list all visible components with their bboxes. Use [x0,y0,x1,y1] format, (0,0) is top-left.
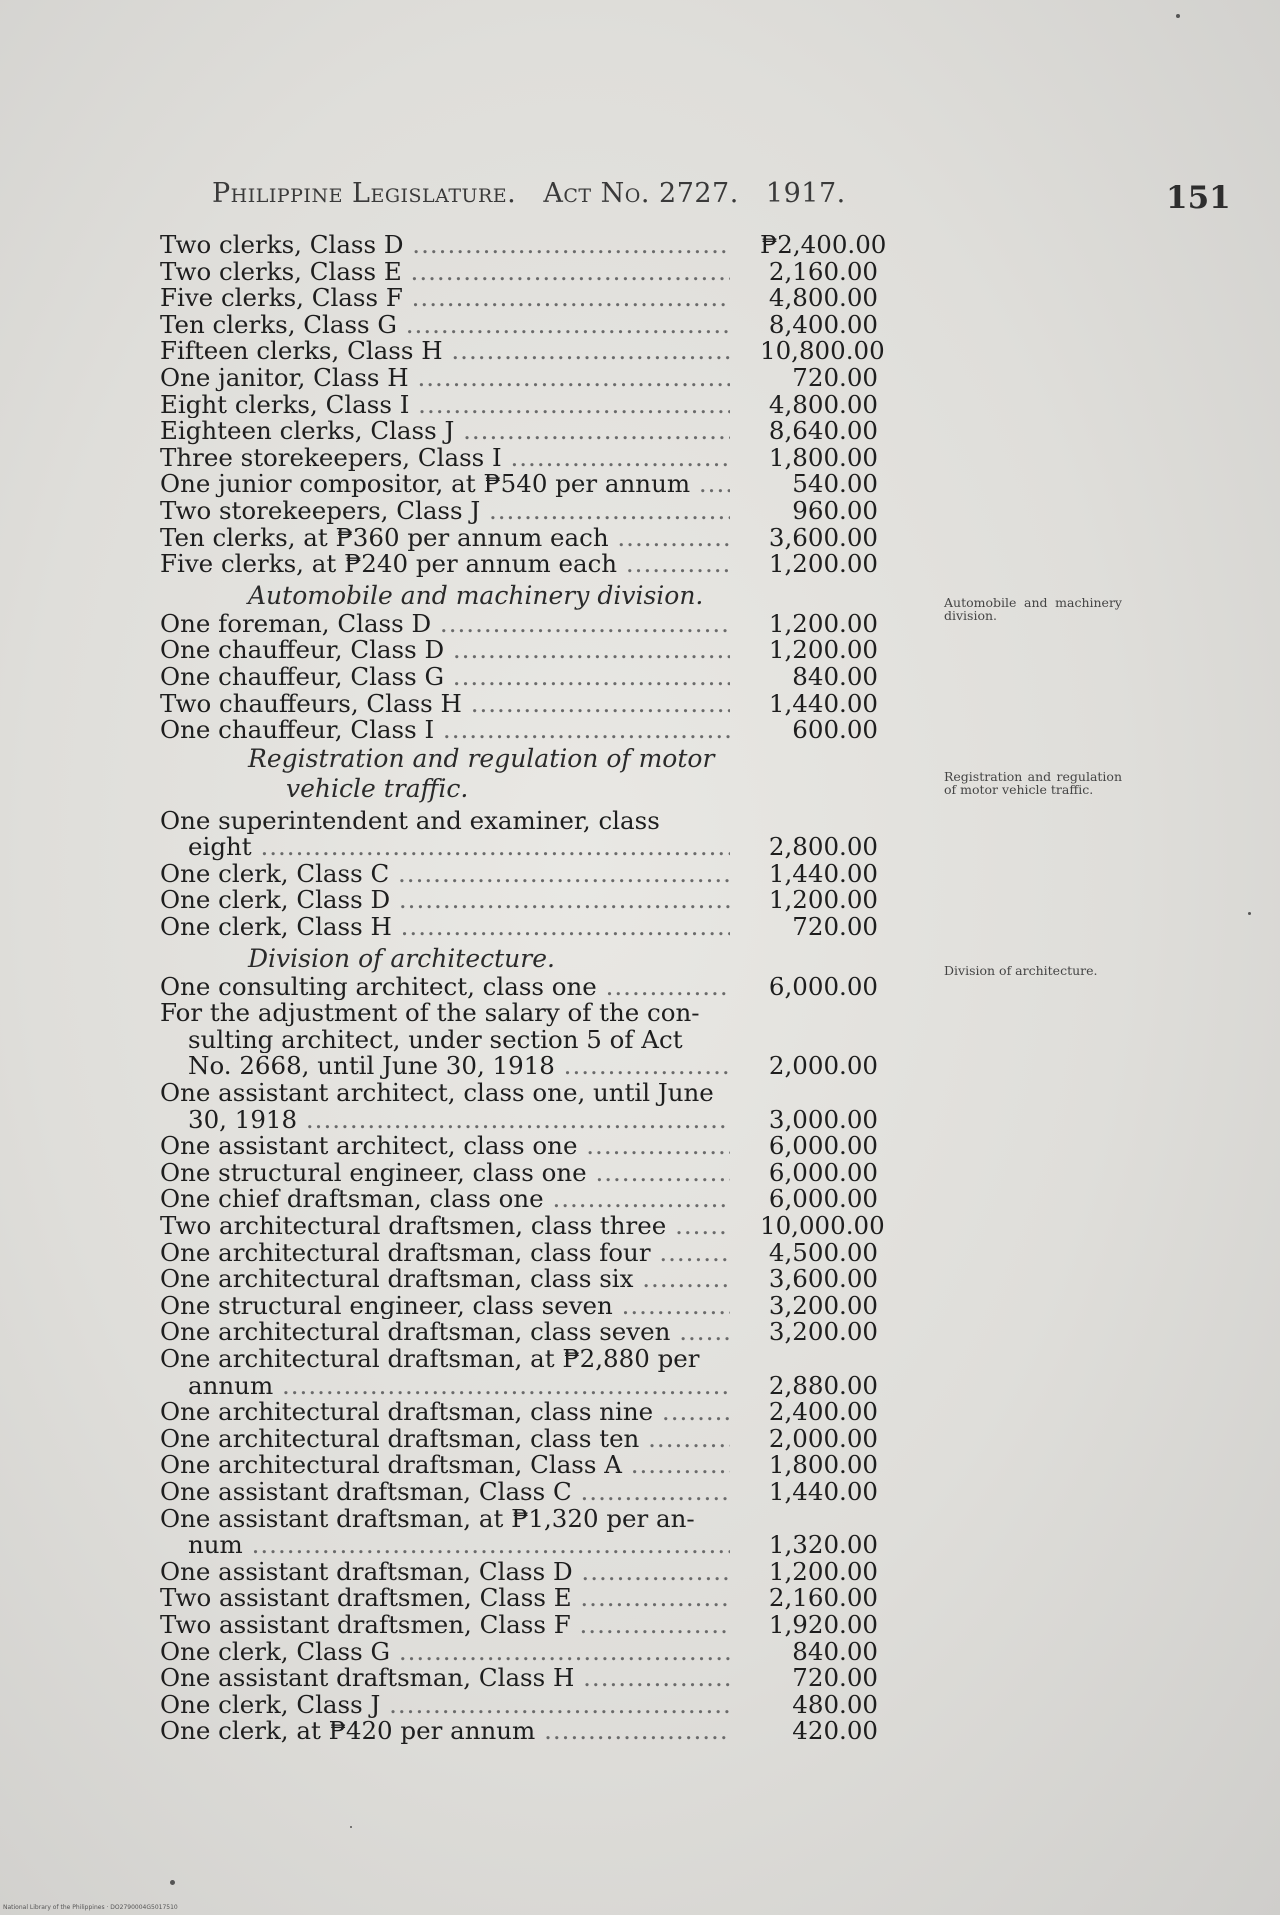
item-amount: 6,000.00 [768,1184,878,1214]
list-item [160,1452,920,1479]
section-heading-registration-line1: Registration and regulation of motor [248,743,715,773]
item-label: One clerk, Class H ..... [160,914,730,941]
item-amount: 480.00 [792,1689,878,1719]
item-label: One assistant draftsman, Class D ..... [160,1559,730,1586]
item-amount: 1,440.00 [768,858,878,888]
item-label: Three storekeepers, Class I ..... [160,445,730,472]
list-item [160,256,920,286]
list-item [160,232,920,259]
item-amount: 3,600.00 [768,1264,878,1294]
list-item [160,1290,920,1320]
list-item [160,309,920,339]
item-label: One consulting architect, class one ..... [160,974,730,1001]
item-label: One superintendent and examiner, class [160,807,660,835]
architecture-list-b [160,1133,920,1346]
item-label: One clerk, Class G ..... [160,1639,730,1666]
item-label: num ..... [160,1532,730,1559]
item-label: One architectural draftsman, Class A ..... [160,1452,730,1479]
item-label: Eighteen clerks, Class J ..... [160,418,730,445]
list-item [160,1133,920,1160]
item-label: Two chauffeurs, Class H ..... [160,691,730,718]
item-label: One architectural draftsman, class nine ..... [160,1399,730,1426]
list-item [160,1506,920,1533]
item-amount: 1,200.00 [768,549,878,579]
item-label: One architectural draftsman, at ₱2,880 per [160,1345,700,1373]
list-item [160,285,920,312]
item-label: One architectural draftsman, class seven ..... [160,1319,730,1346]
margin-note-registration: Registration and regulation of motor vehicle traffic. [944,769,1122,797]
item-amount: 2,160.00 [768,1583,878,1613]
list-item [160,1027,920,1054]
margin-note-automobile: Automobile and machinery division. [944,595,1122,623]
list-item [160,1346,920,1373]
item-amount: 4,800.00 [768,389,878,419]
item-amount: 1,320.00 [768,1530,878,1560]
list-item [160,1000,920,1027]
item-label: 30, 1918 ..... [160,1107,730,1134]
list-item [160,1104,920,1134]
registration-list [160,834,920,940]
architecture-list-d [160,1556,920,1746]
list-item [160,1399,920,1426]
item-label: Two assistant draftsmen, Class E ..... [160,1585,730,1612]
list-item [160,418,920,445]
list-item [160,887,920,914]
item-label: Two storekeepers, Class J ..... [160,498,730,525]
list-item [160,551,920,578]
list-item [160,1423,920,1453]
item-amount: 6,000.00 [768,1157,878,1187]
item-amount: 420.00 [792,1716,878,1746]
item-label: Eight clerks, Class I ..... [160,392,730,419]
item-label: Two assistant draftsmen, Class F ..... [160,1612,730,1639]
item-amount: 720.00 [792,362,878,392]
list-item [160,1213,920,1240]
list-item [160,338,920,365]
item-label: For the adjustment of the salary of the con- [160,1000,700,1027]
list-item [160,661,920,691]
architecture-list-c [160,1399,920,1505]
item-amount: 720.00 [792,1663,878,1693]
item-amount: 4,800.00 [768,283,878,313]
list-item [160,1157,920,1187]
item-label: annum ..... [160,1373,730,1400]
list-item [160,1319,920,1346]
item-label: One clerk, Class J ..... [160,1692,730,1719]
list-item [160,1266,920,1293]
automobile-list [160,608,920,745]
list-item [160,1665,920,1692]
item-amount: 600.00 [792,715,878,745]
item-label: One clerk, Class D ..... [160,887,730,914]
list-item [160,1532,920,1559]
list-item [160,717,920,744]
item-amount: 8,400.00 [768,309,878,339]
item-label: One foreman, Class D ..... [160,611,730,638]
item-label: No. 2668, until June 30, 1918 ..... [160,1053,730,1080]
item-label: One structural engineer, class one ..... [160,1160,730,1187]
header-legislature: Philippine Legislature. [212,178,517,209]
footer-credit: National Library of the Philippines · DO2790004G5017510 [3,1904,178,1911]
list-item [160,1080,920,1107]
item-amount: 1,200.00 [768,608,878,638]
item-amount: 1,200.00 [768,1556,878,1586]
item-amount: 4,500.00 [768,1237,878,1267]
item-label: One architectural draftsman, class four ..... [160,1240,730,1267]
item-amount: 540.00 [792,469,878,499]
list-item [160,1636,920,1666]
item-amount: ₱2,400.00 [760,230,887,259]
margin-note-architecture: Division of architecture. [944,963,1098,978]
item-amount: 1,920.00 [768,1609,878,1639]
list-item [160,1556,920,1586]
section-heading-registration [160,744,920,808]
item-amount: 1,440.00 [768,1476,878,1506]
list-item [160,522,920,552]
item-amount: 3,600.00 [768,522,878,552]
list-item [160,362,920,392]
list-item [160,495,920,525]
page-number: 151 [1166,180,1231,216]
item-amount: 2,880.00 [768,1370,878,1400]
item-amount: 3,000.00 [768,1104,878,1134]
item-label: Ten clerks, Class G ..... [160,312,730,339]
item-label: One assistant draftsman, Class C ..... [160,1479,730,1506]
list-item [160,1718,920,1745]
item-amount: 10,800.00 [760,336,885,366]
list-item [160,1609,920,1639]
list-item [160,688,920,718]
item-label: Two architectural draftsmen, class three ..... [160,1213,730,1240]
item-amount: 2,160.00 [768,256,878,286]
running-header [212,178,846,209]
header-year: 1917. [765,178,846,209]
item-amount: 960.00 [792,495,878,525]
item-amount: 840.00 [792,1636,878,1666]
list-item [160,808,920,835]
list-item [160,1585,920,1612]
item-amount: 2,000.00 [768,1423,878,1453]
item-amount: 2,000.00 [768,1051,878,1081]
item-amount: 8,640.00 [768,416,878,446]
item-label: One chauffeur, Class G ..... [160,664,730,691]
item-label: Two clerks, Class E ..... [160,259,730,286]
item-amount: 1,800.00 [768,1450,878,1480]
list-item [160,1476,920,1506]
item-amount: 3,200.00 [768,1290,878,1320]
item-label: Fifteen clerks, Class H ..... [160,338,730,365]
item-label: One janitor, Class H ..... [160,365,730,392]
list-item [160,442,920,472]
section-heading-automobile: Automobile and machinery division. [248,580,704,610]
section-heading-architecture: Division of architecture. [248,943,555,973]
item-label: One junior compositor, at ₱540 per annum ..... [160,471,730,498]
section-heading-registration-line2: vehicle traffic. [286,773,469,803]
appropriation-list [160,232,920,1745]
item-label: One chauffeur, Class D ..... [160,637,730,664]
list-item [160,971,920,1001]
list-item [160,858,920,888]
item-amount: 10,000.00 [760,1211,885,1240]
list-item [160,1186,920,1213]
header-act-number: Act No. 2727. [543,178,739,209]
list-item [160,637,920,664]
item-label: sulting architect, under section 5 of Act [188,1026,683,1054]
item-label: One assistant draftsman, at ₱1,320 per an- [160,1505,695,1533]
item-amount: 720.00 [792,912,878,942]
item-label: Ten clerks, at ₱360 per annum each ..... [160,525,730,552]
item-amount: 840.00 [792,661,878,691]
item-amount: 1,200.00 [768,635,878,665]
list-item [160,914,920,941]
item-label: One assistant architect, class one ..... [160,1133,730,1160]
item-amount: 6,000.00 [768,971,878,1001]
item-amount: 2,400.00 [768,1397,878,1427]
item-label: One architectural draftsman, class six ..... [160,1266,730,1293]
item-amount: 1,440.00 [768,688,878,718]
item-label: One chief draftsman, class one ..... [160,1186,730,1213]
list-item [160,1053,920,1080]
list-item [160,471,920,498]
item-amount: 1,800.00 [768,442,878,472]
item-label: Five clerks, Class F ..... [160,285,730,312]
item-amount: 2,800.00 [768,832,878,862]
list-item [160,834,920,861]
item-label: One assistant architect, class one, until June [160,1080,714,1107]
item-label: eight ..... [160,834,730,861]
list-item [160,608,920,638]
item-amount: 6,000.00 [768,1131,878,1161]
clerks-list [160,232,920,578]
item-label: One structural engineer, class seven ..... [160,1293,730,1320]
list-item [160,389,920,419]
item-label: One architectural draftsman, class ten ..... [160,1426,730,1453]
item-label: One clerk, at ₱420 per annum ..... [160,1718,730,1745]
list-item [160,1370,920,1400]
item-amount: 3,200.00 [768,1317,878,1347]
list-item [160,1689,920,1719]
list-item [160,1237,920,1267]
item-label: Two clerks, Class D ..... [160,232,730,259]
item-label: One chauffeur, Class I ..... [160,717,730,744]
item-label: One assistant draftsman, Class H ..... [160,1665,730,1692]
item-label: Five clerks, at ₱240 per annum each ..... [160,551,730,578]
item-label: One clerk, Class C ..... [160,861,730,888]
item-amount: 1,200.00 [768,885,878,915]
